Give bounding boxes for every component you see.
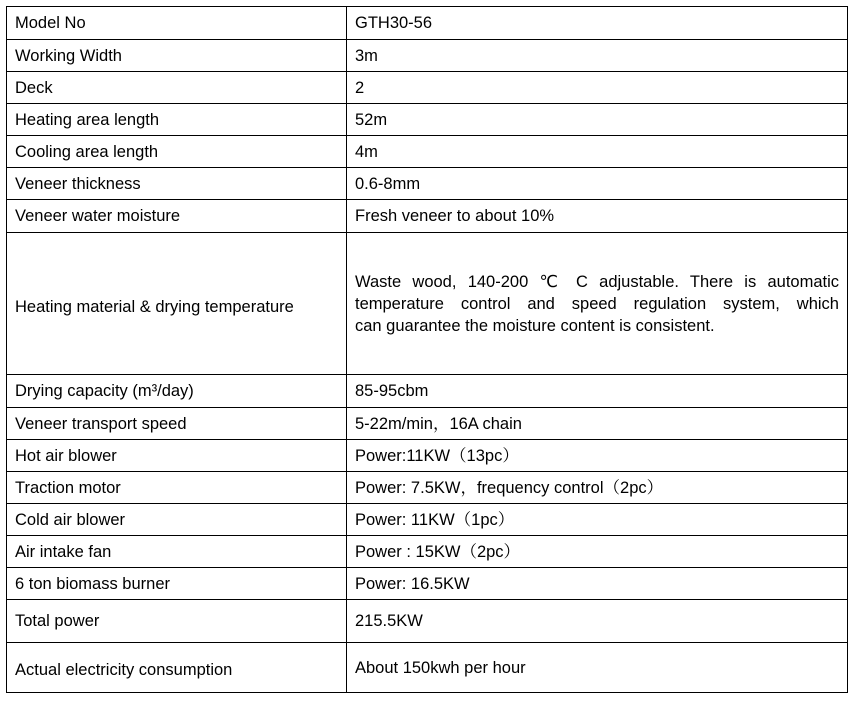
row-value: Power:11KW（13pc）: [347, 440, 848, 472]
row-label: 6 ton biomass burner: [7, 568, 347, 600]
table-row: [7, 104, 848, 136]
table-row: [7, 472, 848, 504]
table-row: [7, 504, 848, 536]
value-line: Waste wood, 140-200 ℃ C adjustable. There is automatic: [355, 272, 839, 291]
row-label: Veneer water moisture: [7, 200, 347, 233]
row-value: 0.6-8mm: [347, 168, 848, 200]
row-value: 2: [347, 72, 848, 104]
row-label: Cold air blower: [7, 504, 347, 536]
row-value: 52m: [347, 104, 848, 136]
row-label: Cooling area length: [7, 136, 347, 168]
row-value: Power : 15KW（2pc）: [347, 536, 848, 568]
row-label: Actual electricity consumption: [7, 643, 347, 693]
row-label: Veneer thickness: [7, 168, 347, 200]
spec-table: [6, 6, 848, 693]
value-line: can guarantee the moisture content is consistent.: [355, 316, 715, 335]
row-label: Heating area length: [7, 104, 347, 136]
row-label: Heating material & drying temperature: [7, 233, 347, 375]
row-value: Fresh veneer to about 10%: [347, 200, 848, 233]
row-value: 3m: [347, 40, 848, 72]
row-value: Power: 7.5KW，frequency control（2pc）: [347, 472, 848, 504]
table-row: [7, 643, 848, 693]
row-label: Hot air blower: [7, 440, 347, 472]
table-row: [7, 233, 848, 375]
row-value: 215.5KW: [347, 600, 848, 643]
row-label: Traction motor: [7, 472, 347, 504]
value-line: temperature control and speed regulation system, which: [355, 294, 839, 313]
table-row: [7, 375, 848, 408]
row-label: Air intake fan: [7, 536, 347, 568]
row-label: Drying capacity (m³/day): [7, 375, 347, 408]
row-value: 85-95cbm: [347, 375, 848, 408]
table-row: [7, 136, 848, 168]
table-row: [7, 200, 848, 233]
row-value: 5-22m/min，16A chain: [347, 408, 848, 440]
table-row: [7, 7, 848, 40]
row-value: GTH30-56: [347, 7, 848, 40]
row-value: Power: 16.5KW: [347, 568, 848, 600]
row-value: About 150kwh per hour: [347, 643, 848, 693]
table-row: [7, 600, 848, 643]
row-label: Deck: [7, 72, 347, 104]
table-row: [7, 568, 848, 600]
row-label: Working Width: [7, 40, 347, 72]
table-row: [7, 168, 848, 200]
row-value: 4m: [347, 136, 848, 168]
table-row: [7, 440, 848, 472]
row-value: Power: 11KW（1pc）: [347, 504, 848, 536]
row-value-multiline: [347, 233, 848, 375]
row-label: Model No: [7, 7, 347, 40]
table-row: [7, 40, 848, 72]
table-row: [7, 536, 848, 568]
row-label: Total power: [7, 600, 347, 643]
table-row: [7, 72, 848, 104]
row-label: Veneer transport speed: [7, 408, 347, 440]
table-row: [7, 408, 848, 440]
